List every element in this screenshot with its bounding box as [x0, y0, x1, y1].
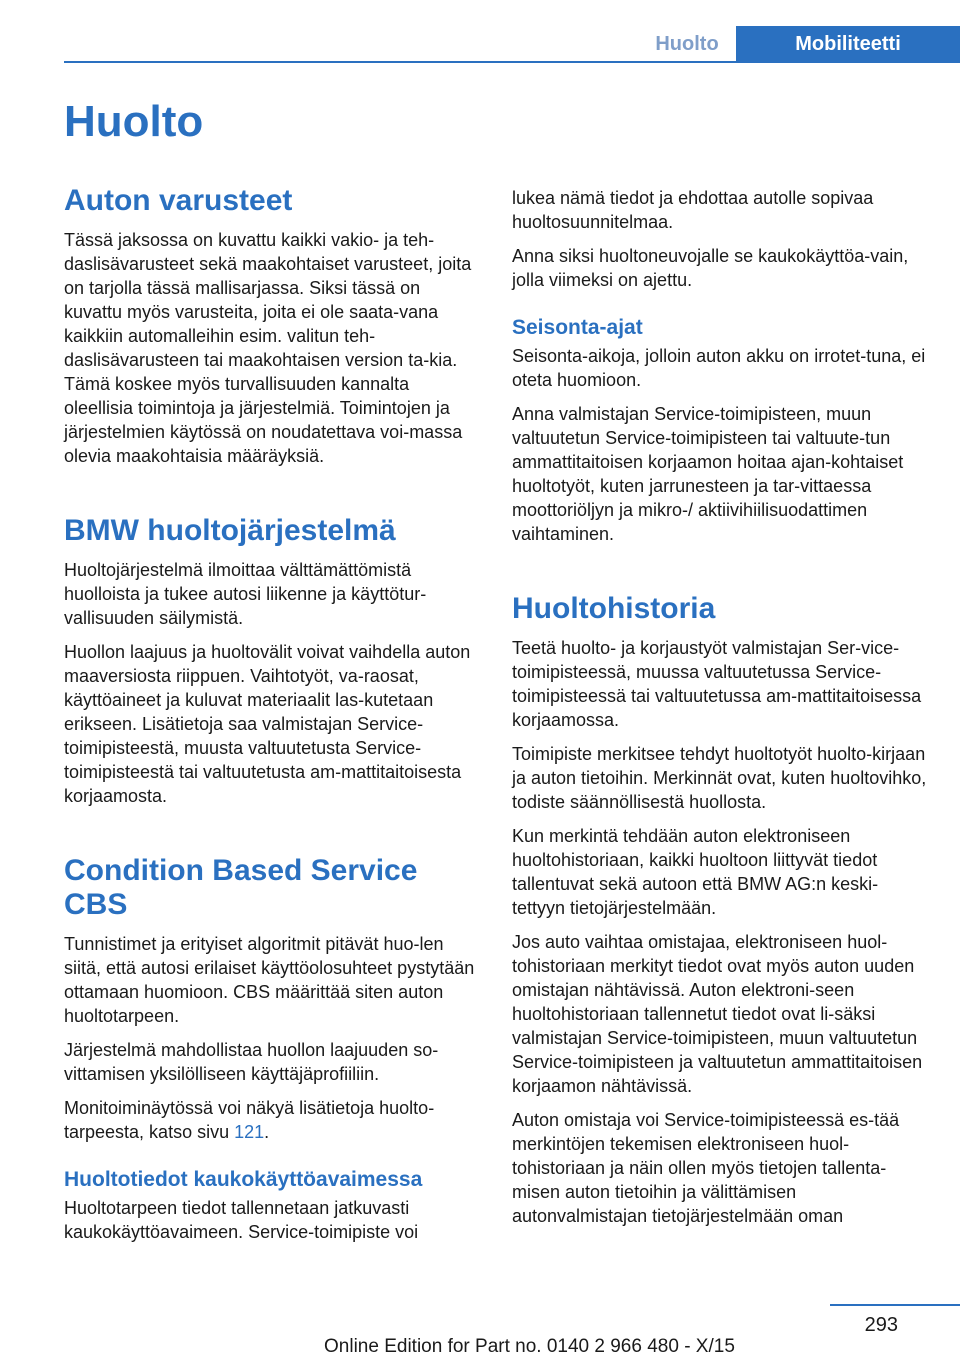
right-column [512, 184, 928, 1228]
paragraph-seisonta-1: Seisonta-aikoja, jolloin auton akku on irrotet-tuna, ei oteta huomioon. [512, 346, 926, 390]
paragraph-cbs-3 [64, 1096, 480, 1144]
left-column [64, 184, 480, 1244]
heading-seisonta-ajat: Seisonta-ajat [512, 316, 643, 339]
paragraph-historia-1: Teetä huolto- ja korjaustyöt valmistajan Ser-vice-toimipisteessä, muussa valtuutetussa Service-toimipisteessä tai valtuutetussa am-mattitaitoisessa korjaamossa. [512, 638, 922, 730]
footer-edition: Online Edition for Part no. 0140 2 966 480 - X/15 [324, 1336, 735, 1357]
paragraph-cbs-2: Järjestelmä mahdollistaa huollon laajuuden so-vittamisen yksilölliseen käyttäjäprofiiliin. [64, 1040, 439, 1084]
heading-huoltohistoria: Huoltohistoria [512, 592, 716, 625]
paragraph-huoltotiedot: Huoltotarpeen tiedot tallennetaan jatkuvasti kaukokäyttöavaimeen. Service-toimipiste voi [64, 1198, 419, 1242]
paragraph-historia-3: Kun merkintä tehdään auton elektroniseen huoltohistoriaan, kaikki huoltoon liittyvät tiedot tallentuvat sekä autoon että BMW AG:n keski-tettyyn tietojärjestelmään. [512, 826, 879, 918]
paragraph-historia-4: Jos auto vaihtaa omistajaa, elektroniseen huol-tohistoriaan merkityt tiedot ovat myös auton uuden omistajan nähtävissä. Auton elektroni-seen huoltohistoriaan tallennetut tiedot ovat li-säksi valmistajan Service-toimipisteen, muun valtuutetun Service-toimipisteen ja valtuutetun ammattitaitoisen korjaamon nähtävissä. [512, 932, 923, 1096]
tab-huolto[interactable]: Huolto [638, 26, 736, 62]
heading-auton-varusteet: Auton varusteet [64, 184, 293, 217]
paragraph-continued-2: Anna siksi huoltoneuvojalle se kaukokäyttöa-vain, jolla viimeksi on ajettu. [512, 246, 909, 290]
paragraph-continued-1: lukea nämä tiedot ja ehdottaa autolle sopivaa huoltosuunnitelmaa. [512, 188, 874, 232]
page-link-121[interactable]: 121 [234, 1122, 265, 1142]
tab-mobiliteetti[interactable]: Mobiliteetti [736, 26, 960, 62]
paragraph-cbs-3-text: Monitoiminäytössä voi näkyä lisätietoja huolto-tarpeesta, katso sivu [64, 1098, 435, 1142]
header-rule [64, 61, 960, 63]
paragraph-cbs-1: Tunnistimet ja erityiset algoritmit pitävät huo-len siitä, että autosi erilaiset käyttöolosuhteet pystytään ottamaan huomioon. CBS määrittää siten auton huoltotarpeen. [64, 934, 475, 1026]
paragraph-bmw-2: Huollon laajuus ja huoltovälit voivat vaihdella auton maaversiosta riippuen. Vaihtotyöt, va-raosat, käyttöaineet ja kuluvat materiaalit las-kutetaan erikseen. Lisätietoja saa valmistajan Service-toimipisteestä, muusta valtuutetusta Service-toimipisteestä tai valtuutetusta am-mattitaitoisesta korjaamosta. [64, 642, 471, 806]
heading-cbs: Condition Based Service CBS [64, 854, 418, 921]
heading-huoltotiedot: Huoltotiedot kaukokäyttöavaimessa [64, 1168, 423, 1191]
heading-bmw-huoltojarjestelma: BMW huoltojärjestelmä [64, 514, 396, 547]
page-title: Huolto [64, 97, 204, 146]
page-number: 293 [864, 1314, 898, 1336]
header-tabs [638, 26, 960, 62]
paragraph-seisonta-2: Anna valmistajan Service-toimipisteen, muun valtuutetun Service-toimipisteen tai valtuute-tun ammattitaitoisen korjaamon hoitaa ajan-kohtaiset huoltotyöt, kuten jarrunesteen ja tar-vittaessa moottoriöljyn ja mikro-/ aktiivihiilisuodattimen vaihtaminen. [512, 404, 904, 544]
paragraph-historia-2: Toimipiste merkitsee tehdyt huoltotyöt huolto-kirjaan ja auton tietoihin. Merkinnät ovat, kuten huoltovihko, todiste säännöllisestä huollosta. [512, 744, 927, 812]
paragraph-historia-5: Auton omistaja voi Service-toimipisteessä es-tää merkintöjen tekemisen elektroniseen huol-tohistoriaan ja näin ollen myös tietojen tallenta-misen auton tietoihin ja välittämisen autonvalmistajan tietojärjestelmään oman [512, 1110, 900, 1226]
paragraph-bmw-1: Huoltojärjestelmä ilmoittaa välttämättömistä huolloista ja tukee autosi liikenne ja käyttötur-vallisuuden säilymistä. [64, 560, 427, 628]
footer-rule [830, 1304, 960, 1306]
paragraph-auton-varusteet: Tässä jaksossa on kuvattu kaikki vakio- ja teh-daslisävarusteet sekä maakohtaiset varusteet, joita on tarjolla tässä mallisarjassa. Siksi tässä on kuvattu myös varusteita, joita ei ole saata-vana kaikkiin automalleihin esim. valitun teh-daslisävarusteen tai maakohtaisen version ta-kia. Tämä koskee myös turvallisuuden kannalta oleellisia toimintoja ja järjestelmiä. Toimintojen ja järjestelmien käytössä on noudatettava voi-massa olevia maakohtaisia määräyksiä. [64, 230, 472, 466]
paragraph-cbs-3-end: . [264, 1122, 270, 1142]
